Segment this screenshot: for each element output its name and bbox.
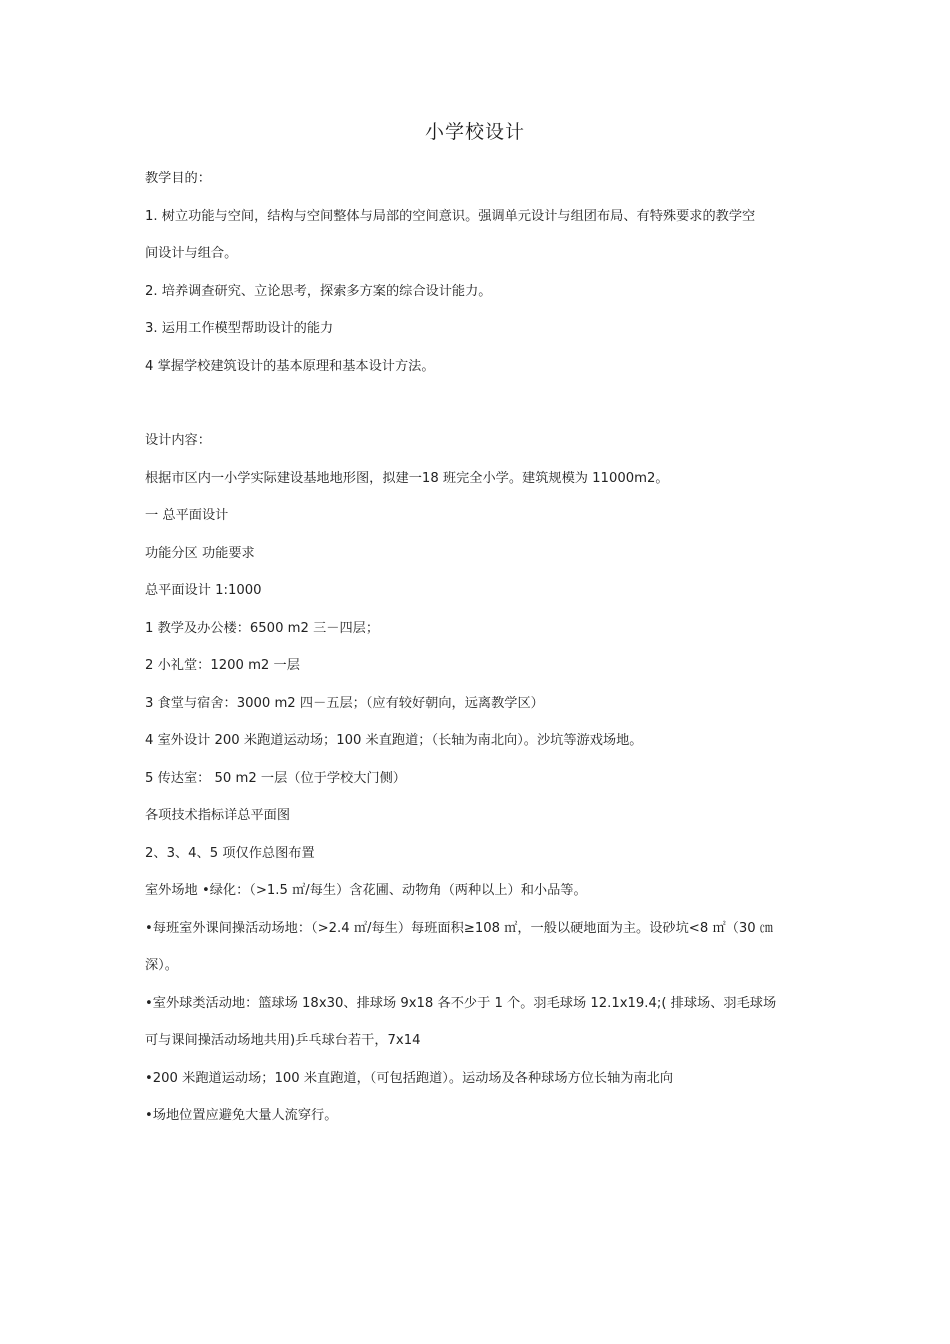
bullet-item: •每班室外课间操活动场地：（>2.4 ㎡/每生）每班面积≥108 ㎡，一般以硬地面为主。设砂坑<8 ㎡（30 ㎝ xyxy=(145,920,773,936)
bullet-item: •室外球类活动地：篮球场 18x30、排球场 9x18 各不少于 1 个。羽毛球场 12.1x19.4;( 排球场、羽毛球场 xyxy=(145,995,777,1011)
paragraph-line: 根据市区内一小学实际建设基地地形图，拟建一18 班完全小学。建筑规模为 11000m2。 xyxy=(145,470,669,486)
paragraph-line: 室外场地 •绿化：（>1.5 ㎡/每生）含花圃、动物角（两种以上）和小品等。 xyxy=(145,883,587,898)
bullet-item: •场地位置应避免大量人流穿行。 xyxy=(145,1108,338,1123)
paragraph-line: 功能分区 功能要求 xyxy=(145,545,255,561)
paragraph-line: 1. 树立功能与空间，结构与空间整体与局部的空间意识。强调单元设计与组团布局、有特殊要求的教学空 xyxy=(145,208,756,224)
subsection-heading: 一 总平面设计 xyxy=(145,508,229,523)
paragraph-line: 间设计与组合。 xyxy=(145,246,238,261)
paragraph-line: 4 掌握学校建筑设计的基本原理和基本设计方法。 xyxy=(145,358,435,374)
paragraph-line: 3. 运用工作模型帮助设计的能力 xyxy=(145,321,334,336)
paragraph-line: 2. 培养调查研究、立论思考，探索多方案的综合设计能力。 xyxy=(145,283,492,299)
paragraph-line: 深）。 xyxy=(145,958,178,973)
paragraph-line: 2、3、4、5 项仅作总图布置 xyxy=(145,845,315,861)
list-item: 1 教学及办公楼：6500 m2 三－四层； xyxy=(145,620,380,636)
list-item: 4 室外设计 200 米跑道运动场；100 米直跑道；（长轴为南北向）。沙坑等游戏场地。 xyxy=(145,733,643,748)
list-item: 5 传达室： 50 m2 一层（位于学校大门侧） xyxy=(145,770,406,786)
list-item: 2 小礼堂：1200 m2 一层 xyxy=(145,658,300,673)
list-item: 3 食堂与宿舍：3000 m2 四－五层；（应有较好朝向，远离教学区） xyxy=(145,695,544,711)
paragraph-line: 总平面设计 1:1000 xyxy=(145,583,262,598)
paragraph-line: 可与课间操活动场地共用)乒乓球台若干，7x14 xyxy=(145,1033,421,1048)
page-title: 小学校设计 xyxy=(424,121,525,143)
paragraph-line: 各项技术指标详总平面图 xyxy=(145,808,291,823)
document-body xyxy=(145,160,815,1135)
section-heading-objectives: 教学目的： xyxy=(145,171,211,186)
section-heading-content: 设计内容： xyxy=(145,433,211,448)
bullet-item: •200 米跑道运动场；100 米直跑道，（可包括跑道）。运动场及各种球场方位长轴为南北向 xyxy=(145,1070,674,1086)
